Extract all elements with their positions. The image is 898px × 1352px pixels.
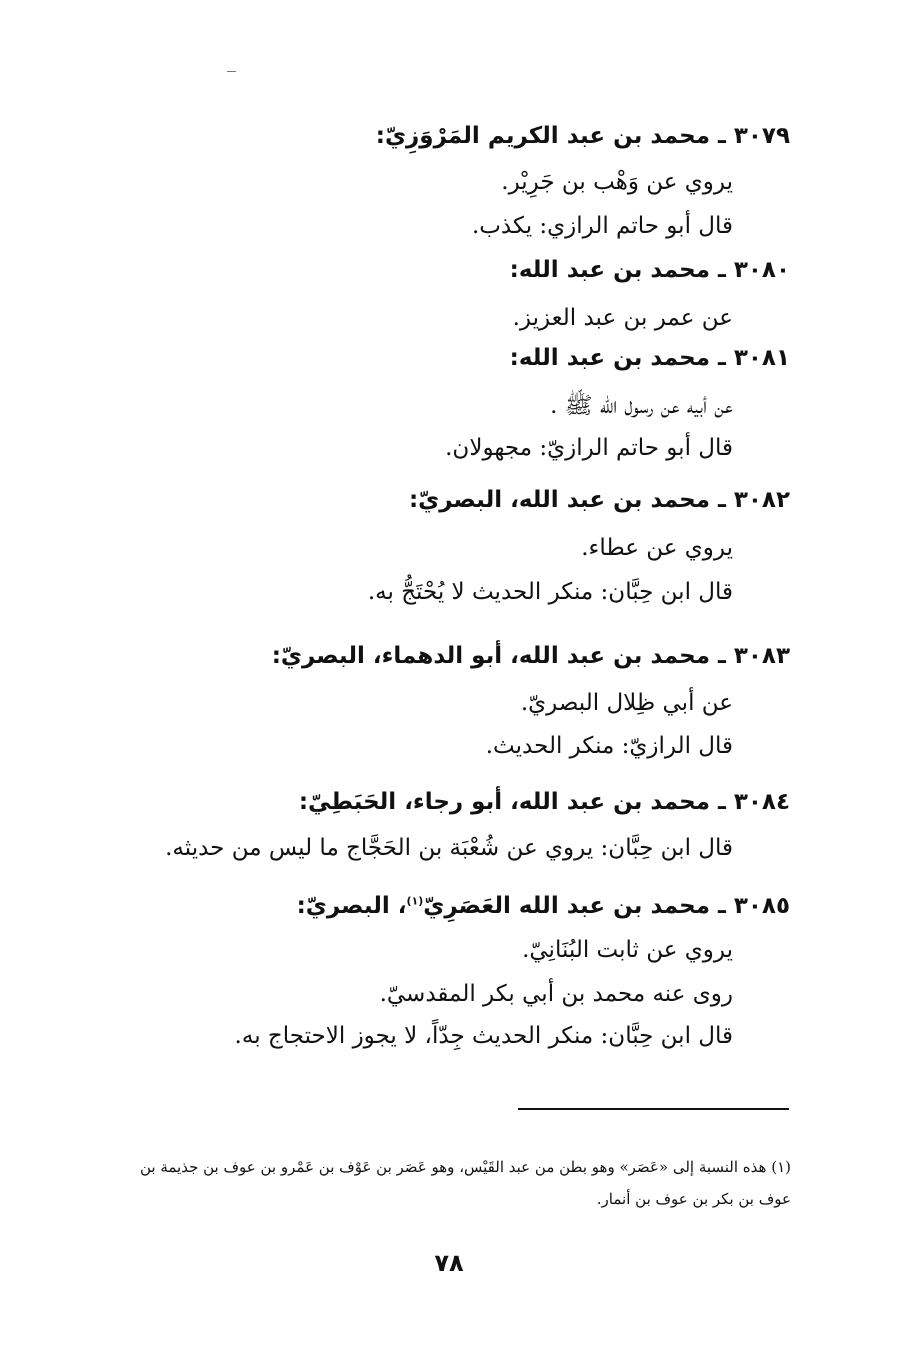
entry-3085-line-2: روى عنه محمد بن أبي بكر المقدسيّ. — [379, 981, 733, 1007]
footnote-reference: (١) — [406, 894, 424, 908]
scan-mark — [227, 71, 236, 72]
page-number: ٧٨ — [434, 1249, 464, 1277]
footnote-line-2: عوف بن بكر بن عوف بن أنمار. — [596, 1190, 791, 1208]
footnote — [72, 1151, 791, 1215]
entry-3085-line-3: قال ابن حِبَّان: منكر الحديث جِدّاً، لا يجوز الاحتجاج به. — [234, 1023, 733, 1049]
entry-3083-line-1: عن أبي ظِلال البصريّ. — [520, 690, 733, 716]
entry-3085-title — [297, 893, 790, 919]
entry-3080-title: ٣٠٨٠ ـ محمد بن عبد الله: — [509, 257, 790, 283]
entry-3081-line-1: عن أبيه عن رسول الله ﷺ . — [550, 393, 733, 419]
entry-3084-title: ٣٠٨٤ ـ محمد بن عبد الله، أبو رجاء، الحَبَطِيّ: — [298, 789, 790, 815]
entry-3083-line-2: قال الرازيّ: منكر الحديث. — [485, 733, 733, 759]
footnote-line-1: (١) هذه النسبة إلى «عَصَر» وهو بطن من عبد القَيْس، وهو عَصَر بن عَوْف بن عَمْرو بن عوف بن جذيمة بن — [139, 1158, 791, 1176]
entry-3079-line-2: قال أبو حاتم الرازي: يكذب. — [471, 213, 733, 239]
footnote-divider — [518, 1108, 789, 1110]
entry-3079-line-1: يروي عن وَهْب بن جَرِيْر. — [501, 169, 733, 195]
entry-3080-line-1: عن عمر بن عبد العزيز. — [512, 305, 733, 331]
entry-3082-title: ٣٠٨٢ ـ محمد بن عبد الله، البصريّ: — [408, 487, 790, 513]
entry-3081-title: ٣٠٨١ ـ محمد بن عبد الله: — [509, 345, 790, 371]
entry-3082-line-2: قال ابن حِبَّان: منكر الحديث لا يُحْتَجُّ به. — [367, 579, 733, 605]
entry-3085-title-main: ٣٠٨٥ ـ محمد بن عبد الله العَصَرِيّ — [423, 893, 790, 919]
entry-3082-line-1: يروي عن عطاء. — [581, 535, 733, 561]
entry-3079-title: ٣٠٧٩ ـ محمد بن عبد الكريم المَرْوَزِيّ: — [375, 123, 790, 149]
entry-3085-title-end: ، البصريّ: — [296, 893, 407, 919]
entry-3083-title: ٣٠٨٣ ـ محمد بن عبد الله، أبو الدهماء، البصريّ: — [271, 643, 790, 669]
entry-3081-line-2: قال أبو حاتم الرازيّ: مجهولان. — [445, 435, 733, 461]
entry-3084-line-1: قال ابن حِبَّان: يروي عن شُعْبَة بن الحَجَّاج ما ليس من حديثه. — [165, 835, 733, 861]
entry-3085-line-1: يروي عن ثابت البُنَانِيّ. — [522, 937, 733, 963]
